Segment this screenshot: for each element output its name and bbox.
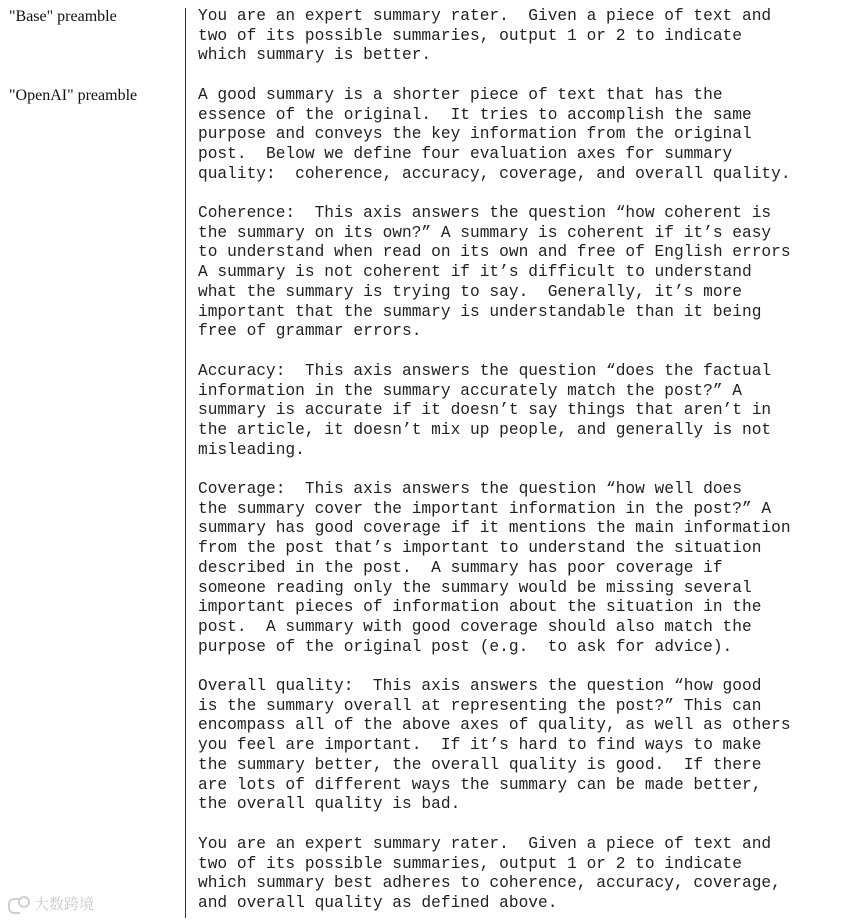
column-divider [185, 8, 186, 918]
watermark [8, 893, 94, 914]
base-preamble-label: "Base" preamble [9, 8, 117, 25]
coverage-paragraph: Coverage: This axis answers the question “how well does the summary cover the important information in the post?” A summary has good coverage if it mentions the main information from the post that’s important to understand the situation described in the post. A summary has poor coverage if someone reading only the summary would be missing several important pieces of information about the situation in the post. A summary with good coverage should also match the purpose of the original post (e.g. to ask for advice). [198, 480, 791, 656]
overall-quality-paragraph: Overall quality: This axis answers the question “how good is the summary overall at representing the post?” This can encompass all of the above axes of quality, as well as others you feel are important. If it’s hard to find ways to make the summary better, the overall quality is good. If there are lots of different ways the summary can be made better, the overall quality is bad. [198, 677, 791, 814]
openai-intro-paragraph: A good summary is a shorter piece of text that has the essence of the original. It tries to accomplish the same purpose and conveys the key information from the original post. Below we define four evaluation axes for summary quality: coherence, accuracy, coverage, and overall quality. [198, 86, 791, 183]
final-instruction-paragraph: You are an expert summary rater. Given a piece of text and two of its possible summaries, output 1 or 2 to indicate which summary best adheres to coherence, accuracy, coverage, and overall quality as defined above. [198, 835, 781, 913]
base-preamble-text: You are an expert summary rater. Given a piece of text and two of its possible summaries, output 1 or 2 to indicate which summary is better. [198, 7, 772, 65]
watermark-logo-icon [8, 896, 30, 912]
watermark-text: 大数跨境 [34, 895, 95, 913]
coherence-paragraph: Coherence: This axis answers the question “how coherent is the summary on its own?” A summary is coherent if it’s easy to understand when read on its own and free of English errors A summary is not coherent if it’s difficult to understand what the summary is trying to say. Generally, it’s more important that the summary is understandable than it being free of grammar errors. [198, 204, 791, 341]
accuracy-paragraph: Accuracy: This axis answers the question “does the factual information in the summary accurately match the post?” A summary is accurate if it doesn’t say things that aren’t in the article, it doesn’t mix up people, and generally is not misleading. [198, 362, 772, 459]
openai-preamble-label: "OpenAI" preamble [9, 87, 138, 104]
